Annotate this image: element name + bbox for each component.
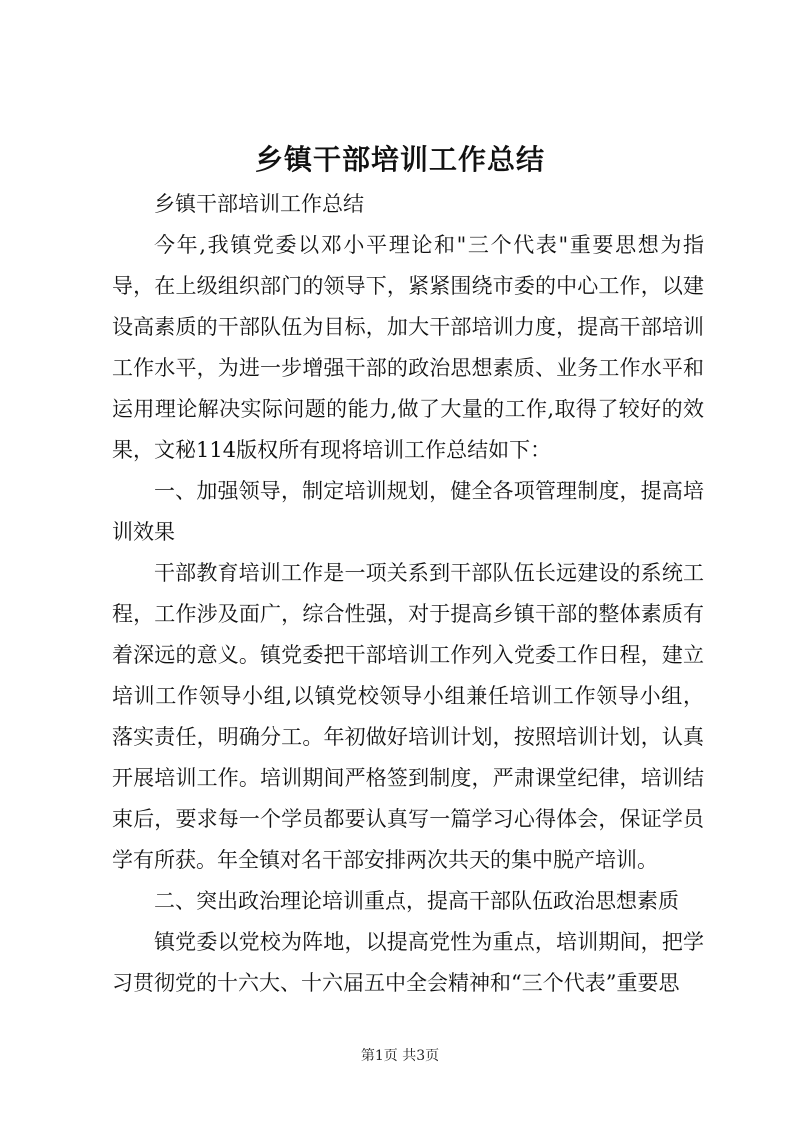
section-heading-2: 二、突出政治理论培训重点，提高干部队伍政治思想素质 [154, 889, 679, 913]
subtitle-paragraph: 乡镇干部培训工作总结 [154, 192, 364, 216]
section-1-paragraph: 干部教育培训工作是一项关系到干部队伍长远建设的系统工程，工作涉及面广，综合性强，对于提高乡镇干部的整体素质有着深远的意义。镇党委把干部培训工作列入党委工作日程，建立培训工作领导小组,以镇党校领导小组兼任培训工作领导小组，落实责任，明确分工。年初做好培训计划，按照培训计划，认真开展培训工作。培训期间严格签到制度，严肃课堂纪律，培训结束后，要求每一个学员都要认真写一篇学习心得体会，保证学员学有所获。年全镇对名干部安排两次共天的集中脱产培训。 [112, 561, 704, 872]
page-number-label: 第1页 共3页 [360, 1048, 440, 1064]
page-footer [0, 1046, 800, 1066]
document-body [112, 184, 704, 1004]
section-2-paragraph: 镇党委以党校为阵地，以提高党性为重点，培训期间，把学习贯彻党的十六大、十六届五中全会精神和“三个代表”重要思 [112, 930, 704, 995]
page-title: 乡镇干部培训工作总结 [254, 143, 545, 176]
section-heading-1: 一、加强领导，制定培训规划，健全各项管理制度，提高培训效果 [112, 479, 704, 544]
intro-paragraph: 今年,我镇党委以邓小平理论和"三个代表"重要思想为指导，在上级组织部门的领导下，紧紧围绕市委的中心工作，以建设高素质的干部队伍为目标，加大干部培训力度，提高干部培训工作水平，为进一步增强干部的政治思想素质、业务工作水平和运用理论解决实际问题的能力,做了大量的工作,取得了较好的效果，文秘114版权所有现将培训工作总结如下： [112, 233, 704, 462]
